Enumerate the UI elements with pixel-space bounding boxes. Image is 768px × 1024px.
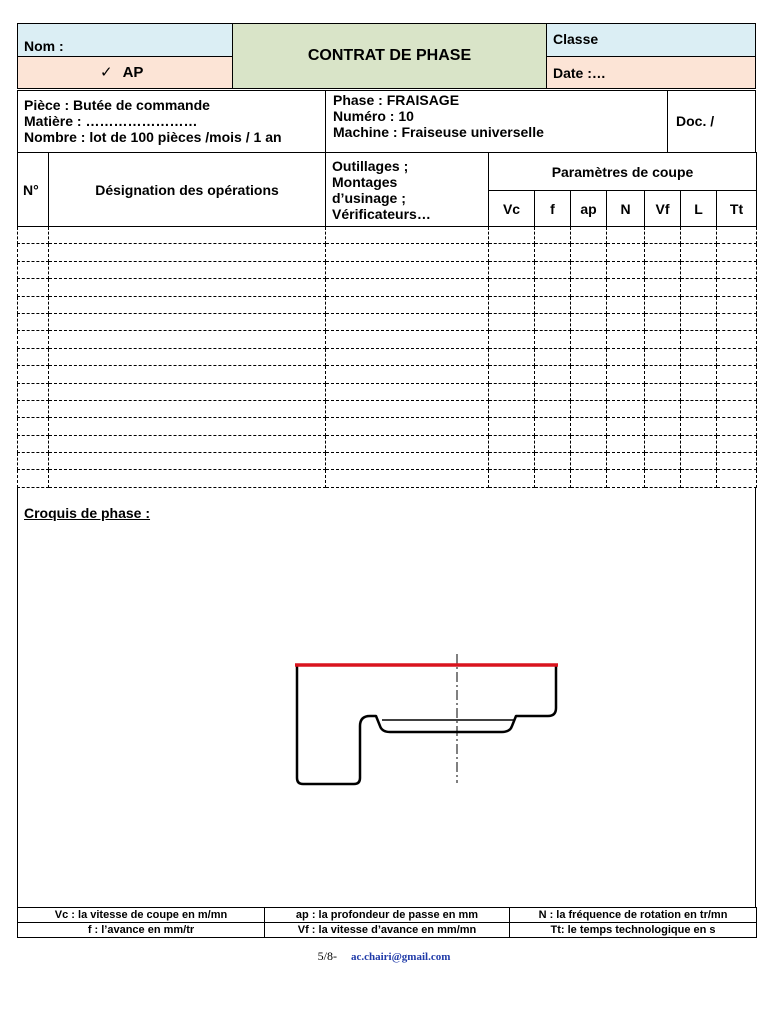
- legend-ap: ap : la profondeur de passe en mm: [265, 908, 510, 923]
- table-cell[interactable]: [18, 296, 49, 313]
- table-cell[interactable]: [681, 331, 717, 348]
- piece-info: [17, 90, 326, 153]
- table-cell[interactable]: [489, 261, 535, 278]
- table-cell[interactable]: [535, 470, 571, 487]
- table-cell[interactable]: [717, 227, 757, 244]
- table-cell[interactable]: [645, 383, 681, 400]
- page-title: CONTRAT DE PHASE: [307, 47, 472, 64]
- table-cell[interactable]: [489, 279, 535, 296]
- table-cell[interactable]: [645, 244, 681, 261]
- table-row: [18, 366, 757, 383]
- table-cell[interactable]: [645, 470, 681, 487]
- table-cell[interactable]: [717, 453, 757, 470]
- table-cell[interactable]: [18, 244, 49, 261]
- table-cell[interactable]: [717, 244, 757, 261]
- table-cell[interactable]: [535, 383, 571, 400]
- table-cell[interactable]: [571, 227, 607, 244]
- table-cell[interactable]: [717, 313, 757, 330]
- param-n-header: N: [607, 191, 645, 227]
- table-cell[interactable]: [717, 418, 757, 435]
- table-cell[interactable]: [681, 261, 717, 278]
- table-cell[interactable]: [49, 348, 326, 365]
- table-cell[interactable]: [645, 435, 681, 452]
- table-cell[interactable]: [489, 435, 535, 452]
- table-cell[interactable]: [681, 366, 717, 383]
- table-cell[interactable]: [18, 453, 49, 470]
- table-cell[interactable]: [607, 435, 645, 452]
- table-cell[interactable]: [607, 383, 645, 400]
- table-cell[interactable]: [645, 279, 681, 296]
- table-cell[interactable]: [49, 313, 326, 330]
- table-row: [18, 348, 757, 365]
- table-row: [18, 453, 757, 470]
- table-row: [18, 383, 757, 400]
- table-cell[interactable]: [535, 435, 571, 452]
- table-cell[interactable]: [681, 244, 717, 261]
- table-cell[interactable]: [326, 313, 489, 330]
- table-cell[interactable]: [571, 400, 607, 417]
- table-cell[interactable]: [607, 313, 645, 330]
- table-cell[interactable]: [681, 313, 717, 330]
- table-cell[interactable]: [681, 470, 717, 487]
- table-cell[interactable]: [535, 348, 571, 365]
- table-cell[interactable]: [535, 261, 571, 278]
- table-cell[interactable]: [326, 470, 489, 487]
- table-cell[interactable]: [607, 453, 645, 470]
- table-cell[interactable]: [535, 331, 571, 348]
- table-cell[interactable]: [535, 418, 571, 435]
- table-cell[interactable]: [49, 453, 326, 470]
- param-l-header: L: [681, 191, 717, 227]
- param-f-header: f: [535, 191, 571, 227]
- table-cell[interactable]: [681, 227, 717, 244]
- table-row: [18, 331, 757, 348]
- header-block: [17, 23, 756, 89]
- table-cell[interactable]: [717, 400, 757, 417]
- table-cell[interactable]: [571, 279, 607, 296]
- table-cell[interactable]: [326, 383, 489, 400]
- table-cell[interactable]: [49, 383, 326, 400]
- table-cell[interactable]: [18, 348, 49, 365]
- email-link[interactable]: ac.chairi@gmail.com: [350, 951, 451, 963]
- col-parametres-header: Paramètres de coupe: [489, 153, 757, 191]
- table-cell[interactable]: [489, 400, 535, 417]
- table-cell[interactable]: [571, 366, 607, 383]
- page-title-cell: [232, 23, 547, 89]
- table-cell[interactable]: [571, 244, 607, 261]
- table-cell[interactable]: [49, 279, 326, 296]
- table-cell[interactable]: [571, 313, 607, 330]
- table-row: [18, 227, 757, 244]
- table-cell[interactable]: [607, 418, 645, 435]
- table-cell[interactable]: [607, 296, 645, 313]
- table-cell[interactable]: [717, 348, 757, 365]
- table-cell[interactable]: [717, 279, 757, 296]
- table-cell[interactable]: [571, 348, 607, 365]
- part-sketch: [18, 488, 757, 908]
- table-cell[interactable]: [607, 244, 645, 261]
- table-row: [18, 418, 757, 435]
- legend-n: N : la fréquence de rotation en tr/mn: [510, 908, 757, 923]
- table-cell[interactable]: [326, 261, 489, 278]
- table-cell[interactable]: [681, 383, 717, 400]
- table-cell[interactable]: [18, 400, 49, 417]
- table-cell[interactable]: [535, 279, 571, 296]
- date-field: [546, 56, 756, 89]
- table-cell[interactable]: [489, 453, 535, 470]
- table-cell[interactable]: [535, 366, 571, 383]
- table-cell[interactable]: [489, 383, 535, 400]
- table-cell[interactable]: [717, 331, 757, 348]
- param-vf-header: Vf: [645, 191, 681, 227]
- table-cell[interactable]: [607, 400, 645, 417]
- col-outillages-header: [326, 153, 489, 227]
- table-cell[interactable]: [18, 227, 49, 244]
- table-cell[interactable]: [681, 400, 717, 417]
- outillages-line-2: Montages: [332, 173, 398, 190]
- table-cell[interactable]: [18, 470, 49, 487]
- table-cell[interactable]: [326, 227, 489, 244]
- table-cell[interactable]: [49, 400, 326, 417]
- table-cell[interactable]: [717, 383, 757, 400]
- table-cell[interactable]: [49, 227, 326, 244]
- legend-row: [18, 923, 757, 938]
- table-row: [18, 435, 757, 452]
- table-cell[interactable]: [326, 348, 489, 365]
- legend-row: [18, 908, 757, 923]
- table-cell[interactable]: [49, 366, 326, 383]
- doc-label: Doc. /: [676, 113, 715, 129]
- machine-line: Machine : Fraiseuse universelle: [333, 124, 544, 140]
- table-cell[interactable]: [571, 453, 607, 470]
- table-cell[interactable]: [681, 453, 717, 470]
- table-cell[interactable]: [535, 453, 571, 470]
- table-cell[interactable]: [717, 470, 757, 487]
- table-cell[interactable]: [535, 227, 571, 244]
- outillages-line-3: d’usinage ;: [332, 189, 406, 206]
- table-cell[interactable]: [49, 435, 326, 452]
- piece-line: Pièce : Butée de commande: [24, 97, 210, 113]
- table-cell[interactable]: [645, 400, 681, 417]
- operations-body: [18, 227, 757, 488]
- outillages-line-4: Vérificateurs…: [332, 205, 431, 222]
- table-row: [18, 313, 757, 330]
- table-cell[interactable]: [681, 348, 717, 365]
- table-cell[interactable]: [489, 227, 535, 244]
- page-number: 5/8-: [317, 949, 337, 963]
- table-cell[interactable]: [326, 435, 489, 452]
- table-cell[interactable]: [645, 348, 681, 365]
- table-cell[interactable]: [326, 366, 489, 383]
- table-cell[interactable]: [489, 296, 535, 313]
- table-cell[interactable]: [681, 279, 717, 296]
- table-cell[interactable]: [326, 331, 489, 348]
- table-cell[interactable]: [645, 418, 681, 435]
- table-cell[interactable]: [326, 296, 489, 313]
- ap-field: [17, 56, 233, 89]
- table-cell[interactable]: [535, 244, 571, 261]
- ap-label: AP: [122, 64, 144, 81]
- col-designation-header: Désignation des opérations: [49, 153, 326, 227]
- table-cell[interactable]: [49, 470, 326, 487]
- table-cell[interactable]: [681, 435, 717, 452]
- table-row: [18, 244, 757, 261]
- legend-table: [17, 907, 757, 938]
- croquis-label: Croquis de phase :: [24, 505, 151, 521]
- table-cell[interactable]: [571, 383, 607, 400]
- table-cell[interactable]: [489, 313, 535, 330]
- table-cell[interactable]: [49, 418, 326, 435]
- table-cell[interactable]: [607, 348, 645, 365]
- table-cell[interactable]: [18, 331, 49, 348]
- phase-info: [325, 90, 668, 153]
- table-cell[interactable]: [489, 331, 535, 348]
- table-cell[interactable]: [18, 418, 49, 435]
- table-row: [18, 400, 757, 417]
- table-cell[interactable]: [571, 296, 607, 313]
- table-cell[interactable]: [645, 331, 681, 348]
- table-cell[interactable]: [326, 453, 489, 470]
- table-cell[interactable]: [18, 366, 49, 383]
- outillages-line-1: Outillages ;: [332, 157, 409, 174]
- phase-line: Phase : FRAISAGE: [333, 92, 460, 108]
- table-cell[interactable]: [607, 366, 645, 383]
- table-cell[interactable]: [49, 244, 326, 261]
- table-cell[interactable]: [645, 261, 681, 278]
- doc-info: [667, 90, 756, 153]
- table-row: [18, 296, 757, 313]
- table-cell[interactable]: [326, 418, 489, 435]
- table-cell[interactable]: [607, 227, 645, 244]
- table-cell[interactable]: [681, 418, 717, 435]
- numero-line: Numéro : 10: [333, 108, 414, 124]
- param-vc-header: Vc: [489, 191, 535, 227]
- table-cell[interactable]: [645, 296, 681, 313]
- table-row: [18, 279, 757, 296]
- table-cell[interactable]: [49, 296, 326, 313]
- table-cell[interactable]: [326, 400, 489, 417]
- table-cell[interactable]: [607, 279, 645, 296]
- table-cell[interactable]: [645, 366, 681, 383]
- table-cell[interactable]: [571, 470, 607, 487]
- legend-vc: Vc : la vitesse de coupe en m/mn: [18, 908, 265, 923]
- table-cell[interactable]: [717, 435, 757, 452]
- table-cell[interactable]: [645, 227, 681, 244]
- table-cell[interactable]: [49, 261, 326, 278]
- table-cell[interactable]: [489, 244, 535, 261]
- col-number-header: N°: [18, 153, 49, 227]
- nombre-line: Nombre : lot de 100 pièces /mois / 1 an: [24, 129, 282, 145]
- table-cell[interactable]: [535, 296, 571, 313]
- table-row: [18, 470, 757, 487]
- table-cell[interactable]: [571, 261, 607, 278]
- part-outline: [297, 665, 556, 784]
- table-cell[interactable]: [717, 366, 757, 383]
- table-cell[interactable]: [489, 418, 535, 435]
- table-cell[interactable]: [18, 435, 49, 452]
- footer: [0, 949, 768, 964]
- param-tt-header: Tt: [717, 191, 757, 227]
- table-cell[interactable]: [49, 331, 326, 348]
- table-cell[interactable]: [607, 331, 645, 348]
- table-cell[interactable]: [645, 313, 681, 330]
- table-cell[interactable]: [717, 261, 757, 278]
- table-cell[interactable]: [571, 435, 607, 452]
- table-cell[interactable]: [535, 400, 571, 417]
- nom-field: [17, 23, 233, 57]
- table-cell[interactable]: [18, 383, 49, 400]
- legend-tt: Tt: le temps technologique en s: [510, 923, 757, 938]
- table-cell[interactable]: [489, 366, 535, 383]
- table-cell[interactable]: [607, 470, 645, 487]
- croquis-area: [17, 488, 756, 908]
- legend-vf: Vf : la vitesse d’avance en mm/mn: [265, 923, 510, 938]
- table-cell[interactable]: [489, 348, 535, 365]
- classe-field: [546, 23, 756, 57]
- date-label: Date :…: [553, 65, 606, 81]
- table-cell[interactable]: [535, 313, 571, 330]
- legend-f: f : l’avance en mm/tr: [18, 923, 265, 938]
- classe-label: Classe: [553, 31, 599, 47]
- param-ap-header: ap: [571, 191, 607, 227]
- table-cell[interactable]: [681, 296, 717, 313]
- table-cell[interactable]: [18, 261, 49, 278]
- table-cell[interactable]: [326, 279, 489, 296]
- table-cell[interactable]: [571, 418, 607, 435]
- table-cell[interactable]: [326, 244, 489, 261]
- matiere-line: Matière : ……………………: [24, 113, 198, 129]
- check-icon: ✓: [100, 64, 113, 81]
- table-cell[interactable]: [717, 296, 757, 313]
- table-cell[interactable]: [607, 261, 645, 278]
- table-row: [18, 261, 757, 278]
- table-cell[interactable]: [18, 313, 49, 330]
- table-cell[interactable]: [489, 470, 535, 487]
- nom-label: Nom :: [24, 38, 64, 54]
- table-cell[interactable]: [18, 279, 49, 296]
- table-cell[interactable]: [571, 331, 607, 348]
- operations-table: [17, 152, 757, 488]
- table-cell[interactable]: [645, 453, 681, 470]
